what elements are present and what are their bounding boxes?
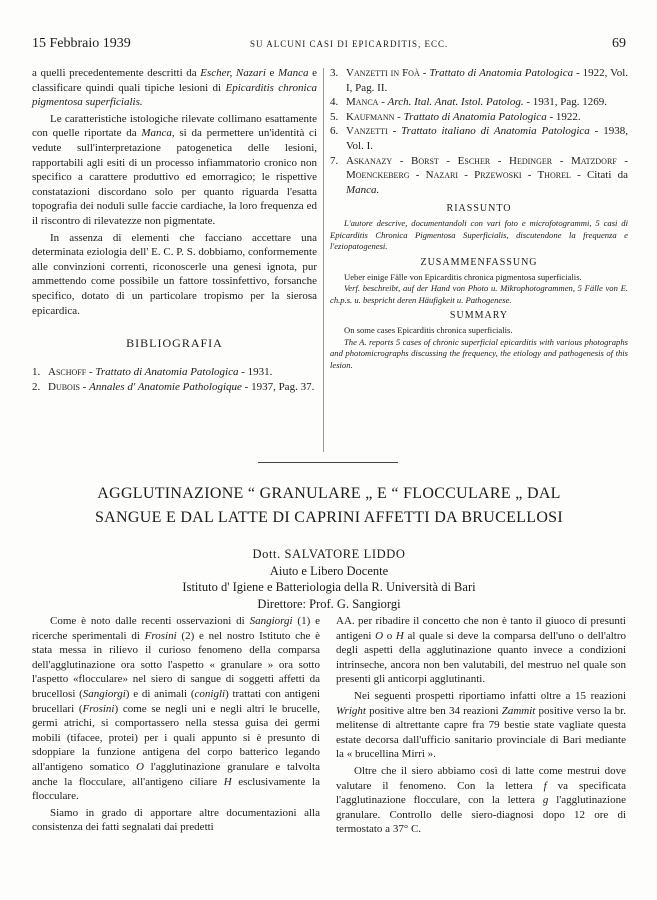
running-title: SU ALCUNI CASI DI EPICARDITIS, ECC.	[250, 39, 449, 49]
institute-director: Direttore: Prof. G. Sangiorgi	[257, 596, 401, 611]
previous-article-left-column	[32, 66, 317, 394]
previous-article-right-column	[330, 66, 628, 371]
bibliography-heading: BIBLIOGRAFIA	[126, 336, 223, 351]
article-title-line: AGGLUTINAZIONE “ GRANULARE „ E “ FLOCCULARE „ DAL	[97, 485, 561, 502]
article-body-right	[336, 614, 626, 837]
summary-text: The A. reports 5 cases of chronic superficial epicarditis with various photographs and photomicrographs discussing the frequency, the etiology and pathogenesis of this lesion.	[330, 336, 628, 370]
reference-item: 4. Manca - Arch. Ital. Anat. Istol. Patolog. - 1931, Pag. 1269.	[330, 96, 608, 109]
reference-item: 6. Vanzetti - Trattato italiano di Anatomia Patologica - 1938, Vol. I.	[330, 125, 628, 152]
paragraph: Oltre che il siero abbiamo così di latte come mestrui dove valutare il fenomeno. Con la lettera f va specificata l'agglutinazione flocculare, con la lettera g l'agglutinazione granulare. Controllo delle siero-diagnosi dopo 12 ore di termostato a 37° C.	[336, 764, 626, 836]
page-number: 69	[612, 36, 626, 51]
column-rule	[323, 68, 324, 452]
article-body-left	[32, 614, 320, 835]
reference-list	[330, 66, 628, 197]
paragraph: Nei seguenti prospetti riportiamo infatti oltre a 15 reazioni Wright positive altre ben 34 reazioni Zammit positive verso la br. melitense di altrettante capre fra 79 bestie state vagliate questa estate decorsa dall'ufficio sanitario provinciale di Bari mediante la « brucellina Mirri ».	[336, 689, 626, 761]
author-institute: Istituto d' Igiene e Batteriologia della R. Università di Bari	[182, 580, 476, 594]
reference-item: 1. Aschoff - Trattato di Anatomia Patologica - 1931.	[32, 366, 273, 379]
author-role: Aiuto e Libero Docente	[269, 563, 389, 578]
paragraph: In assenza di elementi che facciano accettare una determinata eziologia dell' E. C. P. S. dobbiamo, conformemente alle convinzioni correnti, riconoscerle una genesi ignota, pur ammettendo come possibile un fattore tossinfettivo, forsanche specifico, dotato di un particolare tropismo per la sierosa epicardica.	[32, 231, 317, 317]
author-name: Dott. SALVATORE LIDDO	[252, 547, 406, 561]
summary-heading: SUMMARY	[449, 310, 509, 322]
paragraph: Come è noto dalle recenti osservazioni di Sangiorgi (1) e ricerche sperimentali di Frosini (2) e nel nostro Istituto che è stata messa in rilievo il curioso fenomeno della comparsa dell'agglutinazione ora sotto l'aspetto « granulare » ora sotto l'aspetto «flocculare» nel siero di sangue di soggetti affetti da brucellosi (Sangiorgi) e di animali (conigli) trattati con antigeni brucellari (Frosini) come se negli uni e negli altri le brucelle, germi atrichi, si comportassero nella stessa guisa dei germi mobili (tifacee, protei) per i quali appunto si è presunto di sdoppiare la funzione antigena del corpo batterico legando all'antigeno somatico O l'agglutinazione granulare e talvolta anche la flocculare, all'antigeno ciliare H esclusivamente la flocculare.	[32, 615, 321, 803]
paragraph: Siamo in grado di apportare altre documentazioni alla consistenza dei fatti segnalati dai predetti	[32, 806, 320, 834]
zusammenfassung-title: Ueber einige Fälle von Epicarditis chronica pigmentosa superficialis.	[344, 271, 582, 282]
reference-item: 5. Kaufmann - Trattato di Anatomia Patologica - 1922.	[330, 110, 581, 123]
article-byline	[30, 546, 628, 612]
paragraph: a quelli precedentemente descritti da Escher, Nazari e Manca e classificare quindi quali tipiche lesioni di Epicarditis chronica pigmentosa superficialis.	[32, 67, 317, 109]
issue-date: 15 Febbraio 1939	[32, 36, 131, 51]
reference-item: 7. Askanazy - Borst - Escher - Hedinger - Matzdorf - Moenckeberg - Nazari - Przewoski - Thorel - Citati da Manca.	[330, 154, 628, 196]
summary-title: On some cases Epicarditis chronica superficialis.	[344, 325, 513, 336]
section-divider	[258, 462, 398, 463]
zusammenfassung-heading: ZUSAMMENFASSUNG	[420, 256, 538, 268]
page-header	[32, 36, 626, 52]
riassunto-heading: RIASSUNTO	[446, 203, 512, 215]
riassunto-text: L'autore descrive, documentandoli con vari foto e microfotogrammi, 5 casi di Epicarditis Chronica Pigmentosa Superficialis, discutendone la frequenza e l'eziopatogenesi.	[330, 218, 628, 252]
paragraph: Le caratteristiche istologiche rilevate collimano esattamente con quelle riportate da Manca, si da permettere un'identità ci vedute sull'interpretazione patogenetica delle lesioni, rapportabili agli esiti di un processo infiammatorio cronico non specifico a carattere produttivo ed emorragico; le rispettive constatazioni discordano solo per quanto riguarda l'esatta topografia dei noduli sulle faccie cardiache, la loro frequenza ed il riscontro di rilevatezze non pigmentate.	[32, 112, 317, 227]
reference-item: 3. Vanzetti in Foà - Trattato di Anatomia Patologica - 1922, Vol. I, Pag. II.	[330, 67, 629, 94]
article-title	[30, 482, 628, 530]
reference-item: 2. Dubois - Annales d' Anatomie Pathologique - 1937, Pag. 37.	[32, 380, 315, 393]
reference-list	[32, 365, 317, 394]
zusammenfassung-text: Verf. beschreibt, auf der Hand von Photo u. Mikrophotogrammen, 5 Fälle von E. ch.p.s. u. bespricht deren Häufigkeit u. Pathogenese.	[330, 283, 628, 305]
paragraph: AA. per ribadire il concetto che non è tanto il giuoco di presunti antigeni O o H al quale si deve la comparsa dell'uno o dell'altro degli aspetti della agglutinazione quanto invece a condizioni intrinseche, ancora non ben valutabili, del mestruo nel quale son presenti gli anticorpi agglutinanti.	[336, 615, 627, 686]
article-title-line: SANGUE E DAL LATTE DI CAPRINI AFFETTI DA BRUCELLOSI	[94, 509, 564, 526]
